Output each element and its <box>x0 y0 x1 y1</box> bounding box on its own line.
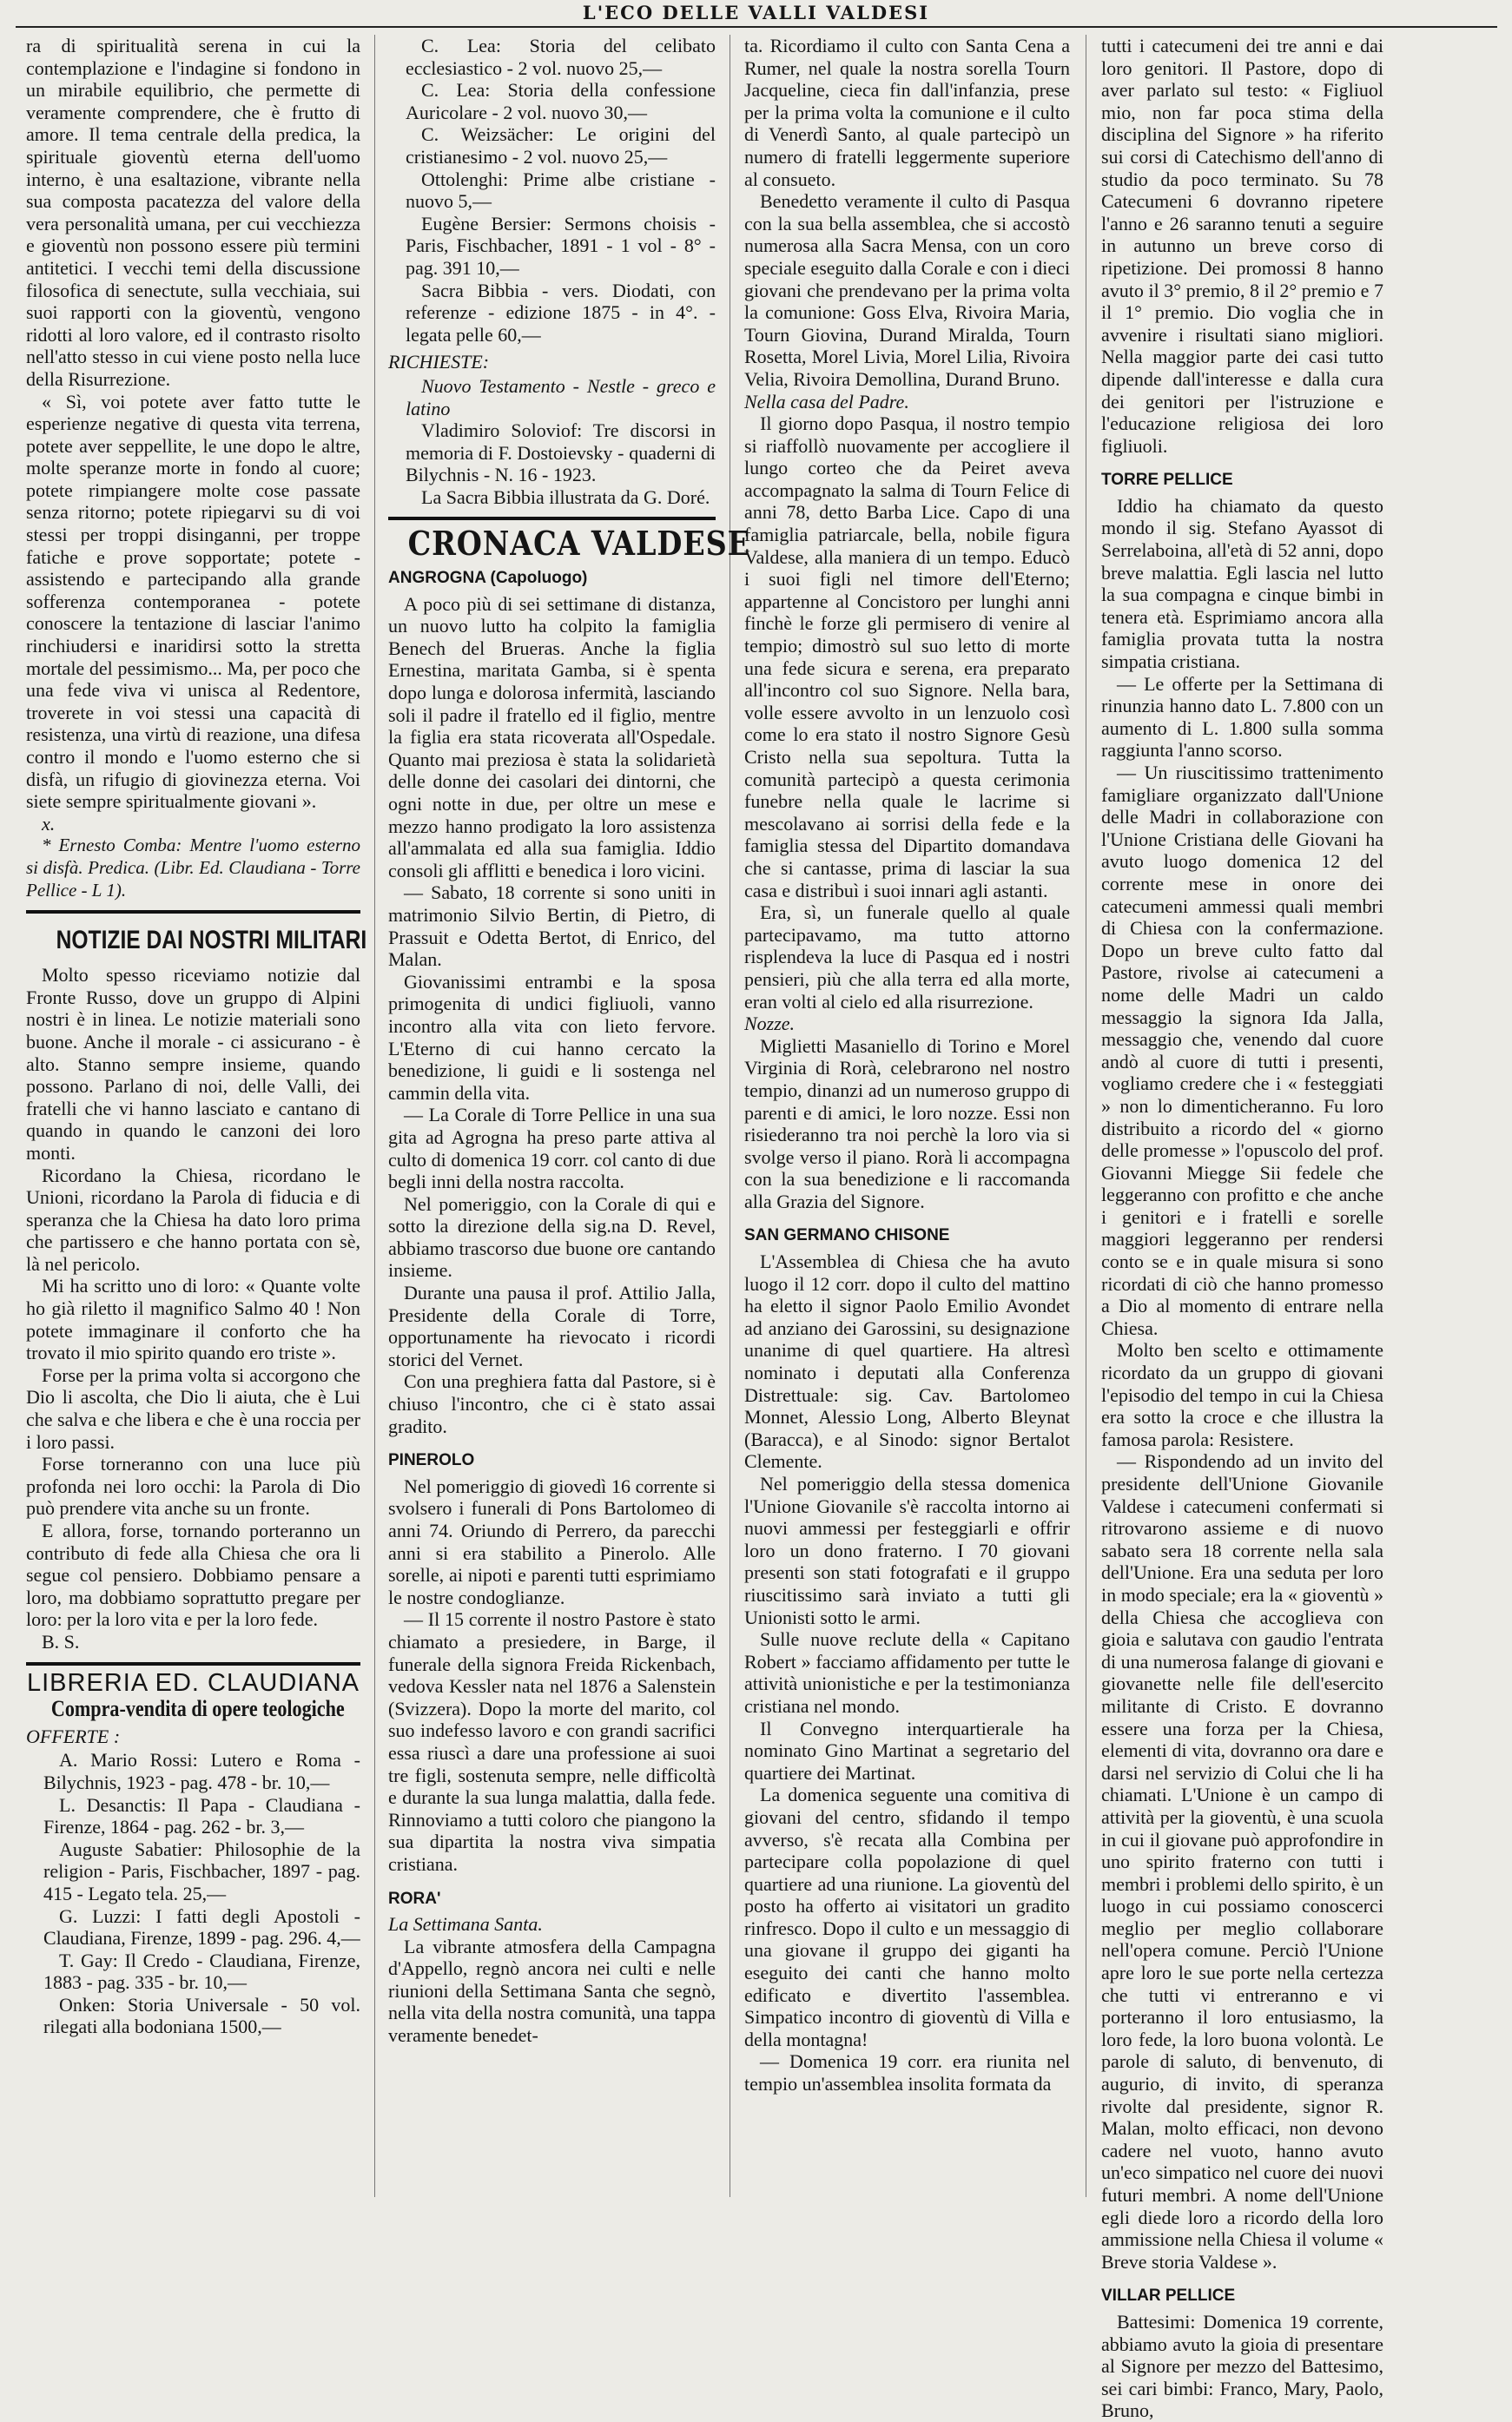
richieste-label: RICHIESTE: <box>388 351 490 373</box>
article-paragraph: Nel pomeriggio di giovedì 16 corrente si svolsero i funerali di Pons Bartolomeo di anni 74. Oriundo di Perrero, da parecchi anni si era stabilito a Pinerolo. Alle sorelle, ai nipoti e parenti tutti esprimiamo le nostre condoglianze. <box>388 1475 716 1608</box>
article-paragraph: — Sabato, 18 corrente si sono uniti in matrimonio Silvio Bertin, di Pietro, di Prassuit e Odetta Bertot, di Enrico, del Malan. <box>388 881 716 971</box>
book-item: L. Desanctis: Il Papa - Claudiana - Firenze, 1864 - pag. 262 - br. 3,— <box>43 1793 360 1838</box>
article-paragraph: Il giorno dopo Pasqua, il nostro tempio si riaffollò nuovamente per accogliere il lungo corteo che da Peiret aveva accompagnato la salma di Tourn Felice di anni 78, detto Barba Lice. Capo di una famiglia patriarcale, bella, nobile figura Valdese, alla maniera di un tempo. Educò i suoi figli nel timore dell'Eterno; appartenne al Concistoro per lunghi anni finchè le forze gli permisero di venire al tempio; dimostrò sul suo letto di morte una fede sicura e serena, era preparato all'incontro col suo Signore. Nella bara, volle essere avvolto in un lenzuolo così come lo era stato il nostro Signore Gesù Cristo nella sua sepoltura. Tutta la comunità partecipò a questa cerimonia funebre nella quale le lacrime si mescolavano ai sorrisi della fede e la famiglia stessa del Dipartito domandava che si cantasse, prima di lasciar la sua casa e distribuì i suoi innari agli astanti. <box>744 412 1070 901</box>
book-item: Sacra Bibbia - vers. Diodati, con referenze - edizione 1875 - in 4°. - legata pelle 60,— <box>406 279 716 346</box>
subheading: Nella casa del Padre. <box>744 390 909 412</box>
article-paragraph: Molto spesso riceviamo notizie dal Fronte Russo, dove un gruppo di Alpini nostri è in linea. Le notizie materiali sono buone. Anche il morale - ci assicurano - è alto. Stanno sempre insieme, quando possono. Parlano di noi, delle Valli, dei fratelli che vi hanno lasciato e cantano di quando in quando le canzoni dei loro monti. <box>26 964 360 1164</box>
request-item: Vladimiro Soloviof: Tre discorsi in memoria di F. Dostoievsky - quaderni di Bilychnis - N. 16 - 1923. <box>406 419 716 486</box>
article-paragraph: Nel pomeriggio, con la Corale di qui e sotto la direzione della sig.na D. Revel, abbiamo trascorso due buone ore cantando insieme. <box>388 1192 716 1282</box>
article-paragraph: L'Assemblea di Chiesa che ha avuto luogo il 12 corr. dopo il culto del mattino ha eletto il signor Paolo Emilio Avondet ad anziano dei Garossini, su designazione unanime di quel quartiere. Ha altresì nominato i deputati alla Conferenza Distrettuale: sig. Cav. Bartolomeo Monnet, Alessio Long, Alberto Bleynat (Baracca), e al Sinodo: signor Bertalot Clemente. <box>744 1251 1070 1473</box>
article-paragraph: ra di spiritualità serena in cui la contemplazione e l'indagine si fondono in un mirabile equilibrio, che permette di veramente comprendere, che è frutto di amore. Il tema centrale della predica, la spirituale gioventù eterna dell'uomo interno, è una esaltazione, vibrante nella sua composta pacatezza del valore della vera personalità umana, per cui vecchiezza e gioventù non possono essere più termini antitetici. I vecchi temi della discussione filosofica di senectute, sulla vecchiaia, sui suoi rapporti con la gioventù, vengono ridotti al loro valore, ed il contrasto risolto nell'atto stesso in cui viene posto nella luce della Risurrezione. <box>26 35 360 390</box>
article-paragraph: Ricordano la Chiesa, ricordano le Unioni, ricordano la Parola di fiducia e di speranza che la Chiesa ha dato loro prima che partissero e che hanno portata con sè, là nel pericolo. <box>26 1164 360 1275</box>
article-paragraph: « Sì, voi potete aver fatto tutte le esperienze negative di questa vita terrena, potete aver seppellite, le une dopo le altre, molte speranze morte in fondo al cuore; potete rimpiangere molte cose passate senza ritorno; potete ripiegarvi su di voi stessi per troppi disinganni, per troppe fatiche e prove sopportate; potete - assistendo e partecipando alla grande sofferenza contemporanea - potete conoscere la tentazione di lasciar l'animo rinchiudersi e inaridirsi sotto la stretta mortale del pessimismo... Ma, per poco che una fede viva vi unisca al Redentore, troverete in voi stessi una capacità di resistenza, una virtù di reazione, una difesa contro il mondo e l'uomo esterno che si disfà, un rifugio di giovinezza eterna. Voi siete sempre spiritualmente giovani ». <box>26 390 360 813</box>
article-paragraph: — La Corale di Torre Pellice in una sua gita ad Agrogna ha preso parte attiva al culto di domenica 19 corr. col canto di due begli inni della nostra raccolta. <box>388 1104 716 1193</box>
article-paragraph: Iddio ha chiamato da questo mondo il sig. Stefano Ayassot di Serrelaboina, all'età di 52 anni, dopo breve malattia. Egli lascia nel lutto la sua compagna e cinque bimbi in tenera età. Esprimiamo ancora alla famiglia provata tutta la nostra simpatia cristiana. <box>1101 494 1383 673</box>
subheading: Nozze. <box>744 1013 796 1035</box>
book-item: C. Lea: Storia del celibato ecclesiastico - 2 vol. nuovo 25,— <box>406 35 716 79</box>
place-heading: VILLAR PELLICE <box>1101 2287 1236 2306</box>
section-rule <box>26 1662 360 1666</box>
article-paragraph: Durante una pausa il prof. Attilio Jalla, Presidente della Corale di Torre, opportunamente ha rievocato i ricordi storici del Vernet. <box>388 1282 716 1370</box>
article-paragraph: Miglietti Masaniello di Torino e Morel Virginia di Rorà, celebrarono nel nostro tempio, dinanzi ad un numeroso gruppo di parenti e di amici, le loro nozze. Essi non risiederanno tra noi perchè la loro via si svolge verso il piano. Rorà li accompagna con la sua benedizione e li raccomanda alla Grazia del Signore. <box>744 1034 1070 1212</box>
column-2 <box>388 35 751 2197</box>
article-paragraph: A poco più di sei settimane di distanza, un nuovo lutto ha colpito la famiglia Benech del Brueras. Anche la figlia Ernestina, maritata Gamba, si è spenta dopo lunga e dolorosa infermità, lasciando soli il padre il fratello ed il figlio, mentre la figlia era stata ricoverata all'Ospedale. Quanto mai preziosa è stata la solidarietà delle donne dei casolari dei dintorni, che ogni notte in due, per oltre un mese e mezzo hanno prodigato la loro assistenza all'ammalata ed alla sua famiglia. Iddio consoli gli afflitti e benedica i loro vicini. <box>388 592 716 881</box>
header-rule <box>16 26 1497 28</box>
article-paragraph: — Le offerte per la Settimana di rinunzia hanno dato L. 7.800 con un aumento di L. 1.800 sulla somma raggiunta l'anno scorso. <box>1101 672 1383 762</box>
book-item: Onken: Storia Universale - 50 vol. rilegati alla bodoniana 1500,— <box>43 1993 360 2038</box>
book-item: Eugène Bersier: Sermons choisis - Paris, Fischbacher, 1891 - 1 vol - 8° - pag. 391 10,— <box>406 212 716 279</box>
article-paragraph: — Un riuscitissimo trattenimento famigliare organizzato dall'Unione delle Madri in collaborazione con l'Unione Cristiana delle Giovani ha avuto luogo domenica 12 del corrente mese in onore dei catecumeni ammessi quali membri di Chiesa con la confermazione. Dopo un breve culto fatto dal Pastore, rivolse ai catecumeni a nome delle Madri un caldo messaggio la signora Ida Jalla, messaggio che, venendo dal cuore andò al cuore di tutti i presenti, vogliamo credere che i « festeggiati » non lo dimenticheranno. Fu loro distribuito a ricordo del « giorno delle promesse » l'opuscolo del prof. Giovanni Miegge Sii fedele che leggeranno con profitto e che anche i genitori e i fratelli e sorelle maggiori leggeranno per rendersi conto se e in quale misura si sono ricordati di ciò che hanno promesso a Dio al momento di entrare nella Chiesa. <box>1101 762 1383 1339</box>
section-rule <box>26 910 360 914</box>
article-paragraph: Con una preghiera fatta dal Pastore, si è chiuso l'incontro, che ci è stato assai gradito. <box>388 1370 716 1437</box>
article-paragraph: Benedetto veramente il culto di Pasqua con la sua bella assemblea, che si accostò numerosa alla Sacra Mensa, con un coro speciale eseguito dalla Corale e con i dieci giovani che prendevano per la prima volta la comunione: Goss Elva, Rivoira Maria, Tourn Giovina, Durand Miralda, Tourn Rosetta, Morel Livia, Morel Lilia, Rivoira Velia, Rivoira Demollina, Durand Bruno. <box>744 190 1070 390</box>
masthead: L'ECO DELLE VALLI VALDESI <box>582 2 930 23</box>
column-1 <box>26 35 367 2197</box>
library-subtitle: Compra-vendita di opere teologiche <box>50 1696 345 1722</box>
section-rule <box>388 517 716 520</box>
article-paragraph: La vibrante atmosfera della Campagna d'Appello, regnò ancora nei culti e nelle riunioni della Settimana Santa che segnò, nella vita della nostra comunità, una tappa veramente benedet- <box>388 1935 716 2047</box>
column-divider <box>374 35 375 2197</box>
book-item: C. Lea: Storia della confessione Auricolare - 2 vol. nuovo 30,— <box>406 79 716 123</box>
place-heading: SAN GERMANO CHISONE <box>744 1226 950 1245</box>
section-title-militari: NOTIZIE DAI NOSTRI MILITARI <box>56 926 367 955</box>
column-3 <box>744 35 1070 2197</box>
article-paragraph: Il Convegno interquartierale ha nominato Gino Martinat a segretario del quartiere dei Martinat. <box>744 1717 1070 1784</box>
column-4 <box>1101 35 1384 2422</box>
article-paragraph: Battesimi: Domenica 19 corrente, abbiamo avuto la gioia di presentare al Signore per mezzo del Battesimo, sei cari bimbi: Franco, Mary, Paolo, Bruno, <box>1101 2310 1383 2422</box>
book-item: A. Mario Rossi: Lutero e Roma - Bilychnis, 1923 - pag. 478 - br. 10,— <box>43 1749 360 1793</box>
offerte-label: OFFERTE : <box>26 1725 121 1747</box>
subheading: La Settimana Santa. <box>388 1913 543 1936</box>
article-paragraph: Nel pomeriggio della stessa domenica l'Unione Giovanile s'è raccolta intorno ai nuovi ammessi per festeggiarli e offrir loro un dono fraterno. I 70 giovani presenti son stati fotografati e il gruppo riuscitissimo sarà inviato a tutti gli Unionisti sotto le armi. <box>744 1473 1070 1628</box>
place-heading: PINEROLO <box>388 1451 475 1470</box>
cronaca-valdese-title: CRONACA VALDESE <box>407 524 751 564</box>
article-paragraph: Molto ben scelto e ottimamente ricordato da un gruppo di giovani l'episodio del tempo in cui la Chiesa era sotto la croce e che illustra la famosa parola: Resistere. <box>1101 1339 1383 1450</box>
library-title: LIBRERIA ED. CLAUDIANA <box>27 1668 360 1697</box>
article-paragraph: Giovanissimi entrambi e la sposa primogenita di undici figliuoli, vanno incontro alla vita con lieto fervore. L'Eterno di cui hanno cercato la benedizione, li guidi e li sostenga nel cammin della vita. <box>388 970 716 1104</box>
article-paragraph: Era, sì, un funerale quello al quale partecipavamo, ma tutto attorno risplendeva la luce di Pasqua ed i nostri pensieri, più che alla terra ed alla morte, eran volti al cielo ed alla risurrezione. <box>744 901 1070 1013</box>
article-paragraph: Forse per la prima volta si accorgono che Dio li ascolta, che Dio li aiuta, che è Lui che salva e che libera e che è una roccia per i loro passi. <box>26 1363 360 1453</box>
signature: x. <box>42 812 56 835</box>
signature: B. S. <box>42 1630 80 1653</box>
article-paragraph: — Il 15 corrente il nostro Pastore è stato chiamato a presiedere, in Barge, il funerale della signora Freida Rickenbach, vedova Kessler nata nel 1876 a Salenstein (Svizzera). Dopo la morte del marito, col suo indefesso lavoro e con grandi sacrifici essa riuscì a dare una professione ai suoi tre figli, sostenuta sempre, nelle difficoltà e durante la sua lunga malattia, dalla fede. Rinnoviamo a tutti coloro che piangono la sua dipartita la nostra viva simpatia cristiana. <box>388 1608 716 1875</box>
place-heading: TORRE PELLICE <box>1101 471 1233 490</box>
book-item: G. Luzzi: I fatti degli Apostoli - Claudiana, Firenze, 1899 - pag. 296. 4,— <box>43 1904 360 1950</box>
place-heading: ANGROGNA (Capoluogo) <box>388 569 588 588</box>
book-item: Ottolenghi: Prime albe cristiane - nuovo 5,— <box>406 168 716 213</box>
article-paragraph: Forse torneranno con una luce più profonda nei loro occhi: la Parola di Dio può prendere vita anche su un fronte. <box>26 1453 360 1520</box>
article-paragraph: ta. Ricordiamo il culto con Santa Cena a Rumer, nel quale la nostra sorella Tourn Jacqueline, cieca fin dall'infanzia, prese per la prima volta la comunione e il culto di Venerdì Santo, al quale partecipò un numero di fratelli leggermente superiore al consueto. <box>744 35 1070 190</box>
article-paragraph: — Domenica 19 corr. era riunita nel tempio un'assemblea insolita formata da <box>744 2050 1070 2095</box>
article-paragraph: La domenica seguente una comitiva di giovani del centro, sfidando il tempo avverso, s'è recata alla Combina per partecipare colla popolazione di quel quartiere ad una riunione. La gioventù del posto ha offerto ai visitatori un gradito rinfresco. Dopo il culto e un messaggio di una giovane il gruppo dei giganti ha eseguito dei canti che hanno molto edificato e divertito l'assemblea. Simpatico incontro di gioventù di Villa e della montagna! <box>744 1784 1070 2050</box>
book-item: C. Weizsächer: Le origini del cristianesimo - 2 vol. nuovo 25,— <box>406 123 716 168</box>
article-paragraph: Sulle nuove reclute della « Capitano Robert » facciamo affidamento per tutte le attività unionistiche e per la testimonianza cristiana nel mondo. <box>744 1628 1070 1717</box>
article-paragraph: — Rispondendo ad un invito del presidente dell'Unione Giovanile Valdese i catecumeni confermati si ritrovarono assieme e di nuovo sabato sera 18 corrente nella sala dell'Unione. Era una seduta per loro in modo speciale; era la « gioventù » della Chiesa che accoglieva con gioia e salutava con gaudio l'entrata di una numerosa falange di giovani e giovanette nelle file dell'esercito militante di Cristo. E dovranno essere una forza per la Chiesa, elementi di vita, dovranno ora dare e darsi nel servizio di Colui che li ha chiamati. L'Unione è un campo di attività per la gioventù, è una scuola in cui il giovane può approfondire in uno spirito fraterno con tutti i membri i problemi dello spirito, è un luogo in cui possiamo conoscerci meglio per meglio collaborare nell'opera comune. Perciò l'Unione apre loro le sue porte nella certezza che tutti vi entreranno e vi porteranno il loro entusiasmo, la loro fede, la loro buona volontà. Le parole di saluto, di benvenuto, di augurio, di invito, di speranza rivolte dal presidente, signor R. Malan, molto efficaci, non devono cadere nel vuoto, hanno avuto un'eco simpatico nel cuore dei nuovi futuri membri. A nome dell'Unione egli diede loro a ricordo della loro ammissione nella Chiesa il volume « Breve storia Valdese ». <box>1101 1450 1384 2273</box>
footnote: * Ernesto Comba: Mentre l'uomo esterno si disfà. Predica. (Libr. Ed. Claudiana - Torre Pellice - L 1). <box>26 835 360 901</box>
book-item: T. Gay: Il Credo - Claudiana, Firenze, 1883 - pag. 335 - br. 10,— <box>43 1949 360 1994</box>
place-heading: RORA' <box>388 1889 441 1908</box>
article-paragraph: tutti i catecumeni dei tre anni e dai loro genitori. Il Pastore, dopo di aver parlato sul testo: « Figliuol mio, non far poca stima della disciplina del Signore » ha riferito sui corsi di Catechismo dell'anno di studio da poco terminato. Su 78 Catecumeni 6 dovranno ripetere l'anno e 26 saranno tenuti a seguire in autunno un breve corso di ripetizione. Dei promossi 8 hanno avuto il 3° premio, 8 il 2° premio e 7 il 1° premio. Dio voglia che in avvenire i risultati siano migliori. Nella maggior parte dei casi tutto dipende dall'interesse e dalla cura dei genitori per l'istruzione e l'educazione religiosa dei loro figliuoli. <box>1101 35 1383 457</box>
request-item: Nuovo Testamento - Nestle - greco e latino <box>406 374 716 419</box>
request-item: La Sacra Bibbia illustrata da G. Doré. <box>421 485 710 508</box>
article-paragraph: E allora, forse, tornando porteranno un contributo di fede alla Chiesa che ora li segue col pensiero. Dobbiamo pensare a loro, ma dobbiamo soprattutto pregare per loro: per la loro vita e per la loro fede. <box>26 1520 360 1631</box>
book-item: Auguste Sabatier: Philosophie de la religion - Paris, Fischbacher, 1897 - pag. 415 - Legato tela. 25,— <box>43 1838 360 1904</box>
article-paragraph: Mi ha scritto uno di loro: « Quante volte ho già riletto il magnifico Salmo 40 ! Non potete immaginare il conforto che ha trovato il mio spirito quando ero triste ». <box>26 1275 360 1364</box>
